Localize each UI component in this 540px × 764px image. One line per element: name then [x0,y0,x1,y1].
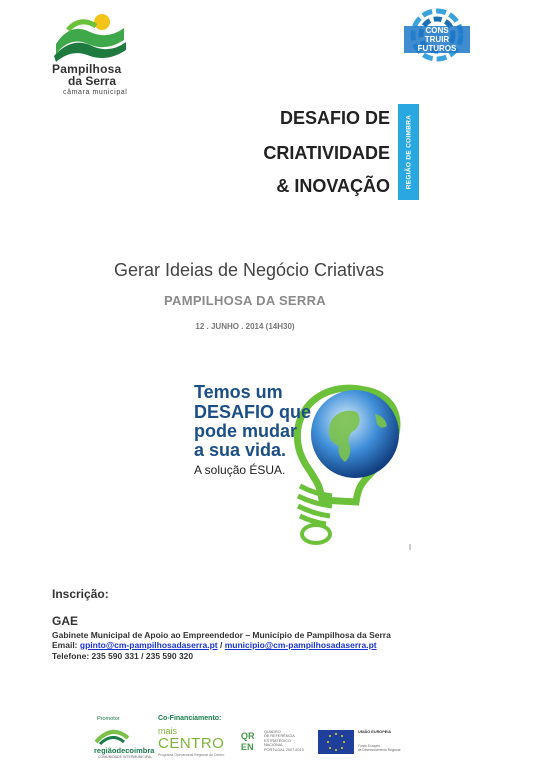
slogan-line-3: pode mudar [194,421,298,441]
qren-mark-icon [240,730,262,752]
qren-text: QUADRO DE REFERÊNCIA ESTRATÉGICO NACIONAL PORTUGAL 2007.2013 [264,730,304,752]
construir-logo-line3: FUTUROS [404,44,470,53]
slogan-line-5: A solução ÉSUA. [194,463,286,477]
mais-centro-sub: Programa Operacional Regional do Centro [158,753,225,757]
region-band [398,104,419,200]
slogan-line-1: Temos um [194,382,283,402]
email-link-1[interactable]: gpinto@cm-pampilhosadaserra.pt [79,640,218,650]
eu-title: UNIÃO EUROPEIA [358,730,392,734]
registration-label: Inscrição: [52,587,109,601]
construir-futuros-logo [404,4,470,66]
regiao-coimbra-emblem-icon [92,724,132,746]
pampilhosa-logo-line1: Pampilhosa [52,62,122,76]
pampilhosa-logo [50,10,130,100]
phone-line: Telefone: 235 590 331 / 235 590 320 [52,651,194,661]
region-band-label: REGIÃO DE COIMBRA [405,114,412,190]
eu-text [358,730,408,752]
svg-text:QR: QR [240,731,255,742]
lightbulb-illustration [180,368,420,558]
eu-flag-icon [318,730,354,754]
title-line-3: & INOVAÇÃO [276,176,390,196]
regiao-coimbra-name: regiãodecoimbra [94,746,155,755]
org-full-name: Gabinete Municipal de Apoio ao Empreendedor – Município de Pampilhosa da Serra [52,630,391,640]
construir-logo-line2: TRUIR [404,35,470,44]
event-date: 12 . JUNHO . 2014 (14H30) [195,322,295,331]
event-location: PAMPILHOSA DA SERRA [164,293,326,308]
slogan-line-2: DESAFIO que [194,402,312,422]
qren-logo [240,728,310,760]
slogan-line-4: a sua vida. [194,440,287,460]
svg-text:EN: EN [240,742,254,752]
mais-centro-logo [158,726,228,760]
regiao-coimbra-sub: COMUNIDADE INTERMUNICIPAL [98,755,153,759]
email-separator: / [219,640,223,650]
pampilhosa-logo-line2: da Serra [68,74,117,88]
pampilhosa-logo-line3: câmara municipal [63,89,128,96]
email-label: Email: [52,640,78,650]
mais-centro-line2: CENTRO [158,735,225,752]
email-line [52,640,377,650]
mais-centro-line1: mais [158,726,178,736]
title-line-1: DESAFIO DE [279,108,390,128]
org-short-name: GAE [52,614,79,628]
cofinancing-label: Co-Financiamento: [158,715,222,722]
promoter-label: Promotor [97,716,120,722]
eu-fund: Fundo Europeu de Desenvolvimento Regional [358,744,401,752]
pampilhosa-emblem-icon [50,10,130,62]
event-subtitle: Gerar Ideias de Negócio Criativas [113,260,385,280]
regiao-coimbra-logo [92,724,154,760]
construir-logo-line1: CONS [404,26,470,35]
title-line-2: CRIATIVIDADE [263,143,390,163]
email-link-2[interactable]: municipio@cm-pampilhosadaserra.pt [224,640,377,650]
